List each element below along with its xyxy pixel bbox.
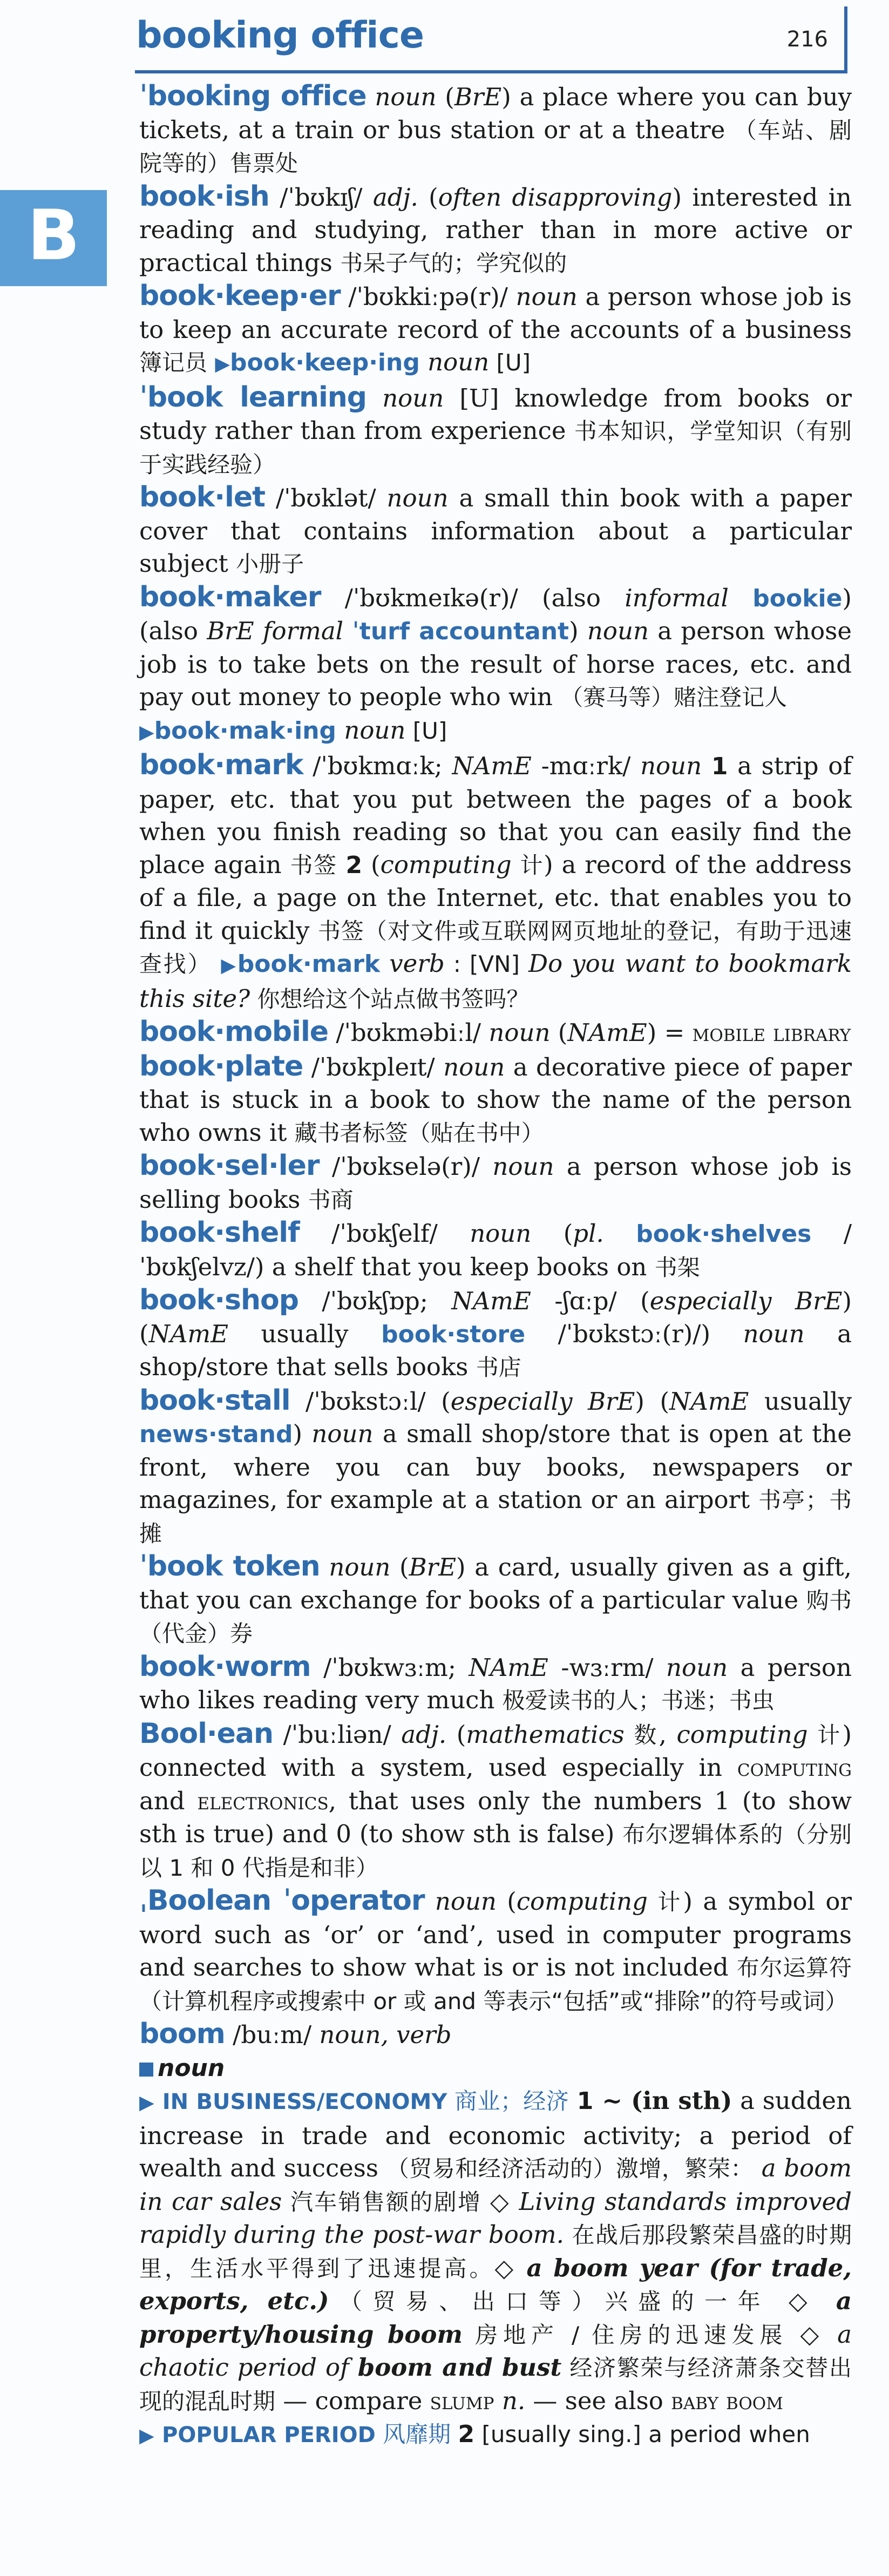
translation: 书签 [290,851,337,878]
part-of-speech: noun [587,617,649,645]
definition: connected with a system, used especially in [139,1753,737,1782]
label-translation: 计 [647,1889,683,1915]
part-of-speech: noun, verb [319,2020,452,2049]
text: — see also [525,2386,671,2415]
derivative: book·mak·ing [154,716,337,745]
dictionary-entries [139,80,852,2453]
pronunciation: -wɜːrm/ [548,1653,667,1682]
definition: a record of the address of a file, a page on the Internet, etc. that enables you to find it quickly [139,850,852,945]
translation: 书商 [308,1186,354,1213]
entry-boom: boom /buːm/ noun, verb noun ▶ IN BUSINESS/ECONOMY 商业；经济 1 ~ (in sth) a sudden increase in trade and economic activity; a period of wealth and success （贸易和经济活动的）激增，繁荣： a boom in car sales 汽车销售额的剧增 ◇ Living standards improved rapidly during the post-war boom. 在战后那段繁荣昌盛的时期里，生活水平得到了迅速提高。◇ a boom year (for trade, exports, etc.)（贸易、出口等）兴盛的一年 ◇ a property/housing boom 房地产 / 住房的迅速发展 ◇ a chaotic period of boom and bust 经济繁荣与经济萧条交替出现的混乱时期 — compare slump n. — see also baby boom ▶ POPULAR PERIOD 风靡期 2 [usually sing.] a period when [139,2018,852,2448]
label: NAmE [567,1018,647,1047]
entry-boolean: Bool·ean /ˈbuːliən/ adj. (mathematics 数, computing 计) connected with a system, used especially in computing and electronics, that uses only the numbers 1 (to show sth is true) and 0 (to show sth is false) 布尔逻辑体系的（分别以 1 和 0 代指是和非） [139,1717,852,1881]
entry-bookseller [139,1150,852,1216]
sense-shortcut: POPULAR PERIOD [162,2423,376,2447]
grammar-code: [U] [405,717,447,744]
headword: book·worm [139,1650,311,1683]
translation: 布尔逻辑体系的（分别以 1 和 0 代指是和非） [139,1821,852,1881]
label: NAmE [451,1287,531,1315]
definition: a small thin book with a paper cover that contains information about a particular subject [139,484,852,578]
part-of-speech: adj. [401,1720,447,1749]
translation: 书店 [476,1354,521,1381]
headword: book·let [139,481,265,513]
pronunciation: /ˈbʊkselə(r)/ [319,1152,493,1181]
definition: ) a place where you can buy tickets, at a train or bus station or at a theatre [139,83,852,144]
headword: book·sel·ler [139,1150,320,1182]
sense-shortcut-translation: 风靡期 [375,2421,458,2447]
part-of-speech: noun [386,484,449,512]
pronunciation: -ʃɑːp/ [531,1287,641,1315]
derivative: book·mark [237,950,381,978]
headword: book·ish [139,180,269,213]
definition: ) interested in reading and studying, rather than in more active or practical things [139,182,852,277]
pronunciation: /ˈbʊkʃɒp; [298,1287,452,1315]
example: a chaotic period of [139,2320,852,2382]
label: computing [516,1887,648,1916]
text: — compare [275,2386,430,2415]
definition: a person who likes reading very much [139,1653,852,1714]
text: usually [749,1387,852,1416]
translation: （赛马等）赌注登记人 [560,684,788,711]
derivative-arrow-icon: ▶ [215,353,230,375]
label: BrE [409,1553,457,1581]
derivative-pos: noun [427,348,490,376]
grammar-code: [U] [489,349,531,376]
page-header [135,6,847,73]
text: (also [542,583,625,612]
pronunciation: /ˈbʊkkiːpə(r)/ [340,282,516,311]
pronunciation: /ˈbʊklət/ [264,484,387,512]
pronunciation: /ˈbʊkɪʃ/ [269,182,373,212]
entry-book-token: ˈbook token noun (BrE) a card, usually given as a gift, that you can exchange for books of a particular value 购书（代金）券 [139,1550,852,1647]
translation: 书签（对文件或互联网网页地址的登记，有助于迅速查找） [139,917,852,977]
pronunciation: /ˈbʊkməbiːl/ [328,1018,489,1047]
entry-bookstall: book·stall /ˈbʊkstɔːl/ (especially BrE) (NAmE usually news·stand) noun a small shop/store that is open at the front, where you can buy books, newspapers or magazines, for example at a station or an airport 书亭；书摊 [139,1384,852,1547]
derivative-pos: verb [389,949,445,978]
label-translation: 计 [520,851,544,878]
derivative-pos: noun [344,715,406,745]
label: NAmE [452,752,532,780]
translation: 书本知识，学堂知识（有别于实践经验） [139,418,852,478]
cross-reference[interactable]: bookie [752,584,843,612]
translation: （贸易和经济活动的）激增，繁荣： [386,2155,754,2182]
cross-reference[interactable]: book·store [381,1320,526,1348]
pronunciation: -mɑːrk/ [531,752,641,780]
text: ( [445,83,454,111]
headword: ˈbook learning [139,381,367,414]
cross-reference-pos: n. [494,2386,526,2415]
translation: 极爱读书的人；书迷；书虫 [502,1687,775,1714]
headword: ˈbooking office [139,80,367,112]
part-of-speech: noun [435,1887,497,1916]
entry-bookplate [139,1050,852,1150]
entry-booking-office [139,80,852,180]
section-letter: B [27,195,80,276]
text: ( [418,182,438,212]
translation: 书呆子气的；学究似的 [340,249,567,276]
part-of-speech: noun [492,1152,554,1181]
entry-bookmaker: book·maker /ˈbʊkmeɪkə(r)/ (also informal bookie) (also BrE formal ˈturf accountant) noun a person whose job is to take bets on the result of horse races, etc. and pay out money to people who win （赛马等）赌注登记人 ▶book·mak·ing noun [U] [139,580,852,745]
running-head: booking office [136,14,424,57]
part-of-speech: noun [329,1553,391,1581]
part-of-speech: adj. [372,182,418,212]
label: especially BrE [649,1287,843,1315]
headword: ˈbook token [139,1550,320,1583]
part-of-speech: noun [743,1319,805,1348]
definition: , that uses only the numbers 1 (to show sth is true) and 0 (to show sth is false) [139,1786,852,1848]
part-of-speech: noun [515,282,578,311]
part-of-speech: noun [382,383,444,413]
sense-shortcut: IN BUSINESS/ECONOMY [162,2090,447,2114]
example-translation: 经济繁荣与经济萧条交替出现的混乱时期 [139,2355,852,2415]
grammar-code: : [VN] [444,951,528,977]
definition: a card, usually given as a gift, that you can exchange for books of a particular value [139,1553,852,1614]
definition: a person whose job is to take bets on the result of horse races, etc. and pay out money to people who win [139,617,852,711]
headword: book·shelf [139,1216,300,1249]
example: a boom in car sales [139,2154,852,2216]
sense-shortcut-translation: 商业；经济 [447,2088,569,2114]
translation: 小册子 [236,551,304,577]
example-translation: 汽车销售额的剧增 [282,2188,490,2215]
cross-reference[interactable]: mobile library [692,1019,851,1047]
entry-bookshop: book·shop /ˈbʊkʃɒp; NAmE -ʃɑːp/ (especially BrE) (NAmE usually book·store /ˈbʊkstɔː(r)/) noun a shop/store that sells books 书店 [139,1284,852,1381]
label: pl. [573,1219,604,1248]
entry-bookmark: book·mark /ˈbʊkmɑːk; NAmE -mɑːrk/ noun 1 a strip of paper, etc. that you put between the pages of a book when you finish reading so that you can easily find the place again 书签 2 (computing 计) a record of the address of a file, a page on the Internet, etc. that enables you to find it quickly 书签（对文件或互联网网页地址的登记，有助于迅速查找） ▶book·mark verb : [VN] Do you want to bookmark this site? 你想给这个站点做书签吗？ [139,749,852,1013]
example-translation: （贸易、出口等）兴盛的一年 [329,2288,789,2315]
entry-bookshelf: book·shelf /ˈbʊkʃelf/ noun (pl. book·shelves /ˈbʊkʃelvz/) a shelf that you keep books on 书架 [139,1216,852,1281]
headword: book·plate [139,1050,303,1083]
pronunciation: /ˈbʊkpleɪt/ [303,1052,444,1081]
pronunciation: /ˈbʊkmɑːk; [303,752,452,780]
headword: book·shop [139,1284,298,1316]
label: BrE [454,83,502,111]
text: ) (also [139,583,852,645]
sense-number: 1 [711,753,728,780]
cross-reference[interactable]: news·stand [139,1421,293,1448]
definition: and [139,1786,198,1815]
cross-reference[interactable]: computing [737,1754,852,1782]
entry-bookmobile: book·mobile /ˈbʊkməbiːl/ noun (NAmE) = mobile library [139,1016,851,1048]
pronunciation: /ˈbʊkwɜːm; [310,1653,469,1682]
translation: 书架 [654,1254,700,1281]
translation: 簿记员 [139,349,208,376]
translation: （车站、剧院等的）售票处 [139,117,852,177]
translation: 布尔运算符（计算机程序或搜索中 or 或 and 等表示“包括”或“排除”的符号或词） [139,1955,852,2014]
label-translation: 计 [807,1721,843,1748]
page-number: 216 [786,27,828,52]
label: computing [676,1720,808,1749]
entry-book-learning [139,381,852,482]
headword: Bool·ean [139,1717,274,1750]
label: especially BrE [450,1387,635,1416]
entry-bookworm [139,1651,852,1718]
pronunciation: /ˈbʊkstɔːl/ [290,1387,442,1416]
headword: book·stall [139,1384,290,1417]
cross-reference[interactable]: slump [430,2387,494,2415]
plural-form: book·shelves [636,1220,812,1248]
cross-reference[interactable]: electronics [197,1787,329,1815]
example-collocation: boom and bust [357,2353,562,2382]
headword: book·maker [139,580,321,613]
cross-reference[interactable]: ˈturf accountant [352,618,569,645]
part-of-speech: noun [640,752,702,780]
pronunciation: /ˈbʊkʃelvz/ [139,1219,852,1281]
header-rule [844,6,847,73]
definition: a small shop/store that is open at the front, where you can buy books, newspapers or magazines, for example at a station or an airport [139,1419,852,1514]
definition: a decorative piece of paper that is stuck in a book to show the name of the person who owns it [139,1052,852,1147]
square-bullet-icon [139,2063,153,2077]
subheading-label: noun [158,2054,225,2082]
part-of-speech: noun [443,1052,505,1081]
label: NAmE [669,1387,749,1416]
cross-reference[interactable]: baby boom [671,2387,783,2415]
headword: book·mark [139,749,303,781]
entry-boolean-operator: ˌBoolean ˈoperator noun (computing 计) a symbol or word such as ‘or’ or ‘and’, used in computer programs and searches to show what is or is not included 布尔运算符（计算机程序或搜索中 or 或 and 等表示“包括”或“排除”的符号或词） [139,1884,852,2014]
example: Living standards improved rapidly during the post-war boom. [139,2187,852,2249]
sense-arrow-icon: ▶ [139,2425,154,2447]
definition: [U] knowledge from books or study rather than from experience [139,383,852,445]
translation: 购书（代金）券 [139,1587,852,1647]
entry-bookkeeper [139,280,852,381]
example-translation: 房地产 / 住房的迅速发展 [463,2321,800,2348]
part-of-speech: noun [666,1653,728,1682]
part-of-speech: noun [375,83,437,111]
label: often disapproving [438,182,673,212]
example: Do you want to bookmark this site? [139,949,852,1013]
pos-subheading [139,2054,225,2082]
entry-booklet [139,481,852,581]
text: = [656,1018,693,1047]
pronunciation: /ˈbʊkʃelf/ [299,1219,470,1248]
pronunciation: /buːm/ [225,2020,320,2049]
headword: book·keep·er [139,280,341,312]
definition: [usually sing.] a period when [474,2421,810,2447]
headword: book·mobile [139,1016,329,1048]
definition: a shelf that you keep books on [264,1252,655,1281]
pronunciation: /ˈbʊkstɔː(r)/ [525,1319,701,1348]
example-translation: 你想给这个站点做书签吗？ [250,985,530,1012]
pronunciation: /ˈbuːliən/ [273,1720,402,1749]
part-of-speech: noun [470,1219,532,1248]
part-of-speech: noun [311,1419,374,1448]
definition: a person whose job is to keep an accurate record of the accounts of a business [139,282,852,344]
label: NAmE [469,1653,548,1682]
grammar-pattern: ~ (in sth) [593,2086,732,2115]
label: informal [625,583,729,612]
derivative: book·keep·ing [230,349,420,376]
headword: boom [139,2018,225,2050]
label: computing [380,850,512,879]
label-translation: 数 [624,1721,659,1748]
label: BrE formal [207,617,344,645]
part-of-speech: noun [488,1018,551,1047]
sense-number: 2 [345,851,363,879]
translation: 藏书者标签（贴在书中） [294,1119,544,1146]
example: a boom year (for trade, exports, etc.) [139,2253,852,2315]
headword: ˌBoolean ˈoperator [139,1884,425,1917]
translation: 书亭；书摊 [139,1487,852,1547]
pronunciation: /ˈbʊkmeɪkə(r)/ [321,583,542,612]
definition: a symbol or word such as ‘or’ or ‘and’, used in computer programs and searches to show what is or is not included [139,1887,852,1982]
entry-bookish [139,180,852,280]
sense-number: 2 [458,2421,475,2448]
example-translation: 在战后那段繁荣昌盛的时期里，生活水平得到了迅速提高。 [139,2222,852,2282]
label: mathematics [466,1720,625,1749]
sense-arrow-icon: ▶ [139,2092,155,2114]
definition: a person whose job is selling books [139,1152,852,1214]
definition: a shop/store that sells books [139,1319,852,1381]
definition: a sudden increase in trade and economic activity; a period of wealth and success [139,2086,852,2182]
derivative-arrow-icon: ▶ [221,955,237,977]
label: NAmE [148,1319,228,1348]
thumb-index-tab [0,190,107,286]
derivative-arrow-icon: ▶ [139,721,154,743]
definition: a strip of paper, etc. that you put between the pages of a book when you finish reading so that you can easily find the place again [139,752,852,879]
sense-number: 1 [576,2087,594,2115]
example: a property/housing boom [139,2287,852,2349]
text: usually [228,1319,382,1348]
